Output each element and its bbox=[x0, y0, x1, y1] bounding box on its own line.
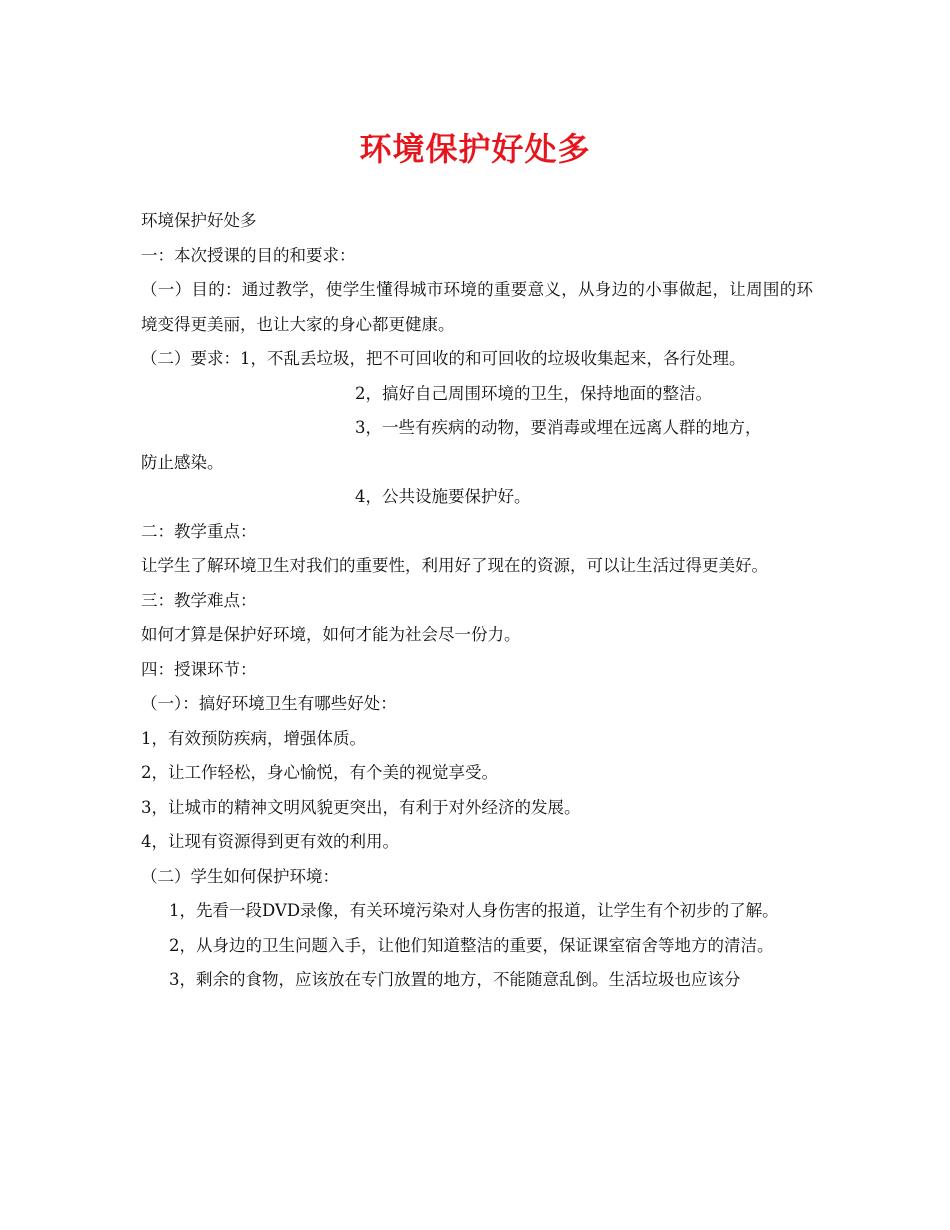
paragraph-subtitle: 环境保护好处多 bbox=[141, 211, 257, 230]
paragraph: （一）目的：通过教学，使学生懂得城市环境的重要意义，从身边的小事做起，让周围的环境变得更美丽，也让大家的身心都更健康。 bbox=[141, 280, 813, 334]
paragraph: 防止感染。 bbox=[141, 452, 224, 472]
paragraph: （二）要求：1，不乱丢垃圾，把不可回收的和可回收的垃圾收集起来，各行处理。 bbox=[141, 349, 746, 368]
paragraph: 让学生了解环境卫生对我们的重要性，利用好了现在的资源，可以让生活过得更美好。 bbox=[141, 556, 768, 575]
list-item: 2，从身边的卫生问题入手，让他们知道整洁的重要，保证课室宿舍等地方的清洁。 bbox=[169, 935, 774, 955]
paragraph: （二）学生如何保护环境： bbox=[141, 866, 339, 886]
requirement-item: 4，公共设施要保护好。 bbox=[355, 487, 531, 506]
list-item: 3，剩余的食物，应该放在专门放置的地方，不能随意乱倒。生活垃圾也应该分 bbox=[169, 970, 741, 989]
list-item: 3，让城市的精神文明风貌更突出，有利于对外经济的发展。 bbox=[141, 797, 581, 817]
list-item: 1，有效预防疾病，增强体质。 bbox=[141, 728, 366, 748]
section-heading: 一：本次授课的目的和要求： bbox=[141, 245, 356, 265]
section-heading: 三：教学难点： bbox=[141, 590, 257, 610]
requirement-item: 3，一些有疾病的动物，要消毒或埋在远离人群的地方， bbox=[355, 418, 762, 437]
paragraph: 如何才算是保护好环境，如何才能为社会尽一份力。 bbox=[141, 625, 521, 644]
document-title: 环境保护好处多 bbox=[359, 130, 591, 168]
list-item: 2，让工作轻松，身心愉悦，有个美的视觉享受。 bbox=[141, 763, 498, 782]
list-item: 4，让现有资源得到更有效的利用。 bbox=[141, 832, 399, 851]
paragraph: （一）：搞好环境卫生有哪些好处： bbox=[141, 694, 397, 713]
document-body bbox=[141, 204, 813, 998]
section-heading: 四：授课环节： bbox=[141, 659, 257, 679]
section-heading: 二：教学重点： bbox=[141, 521, 257, 541]
list-item: 1，先看一段DVD录像，有关环境污染对人身伤害的报道，让学生有个初步的了解。 bbox=[169, 901, 779, 920]
requirement-item: 2，搞好自己周围环境的卫生，保持地面的整洁。 bbox=[355, 383, 712, 403]
